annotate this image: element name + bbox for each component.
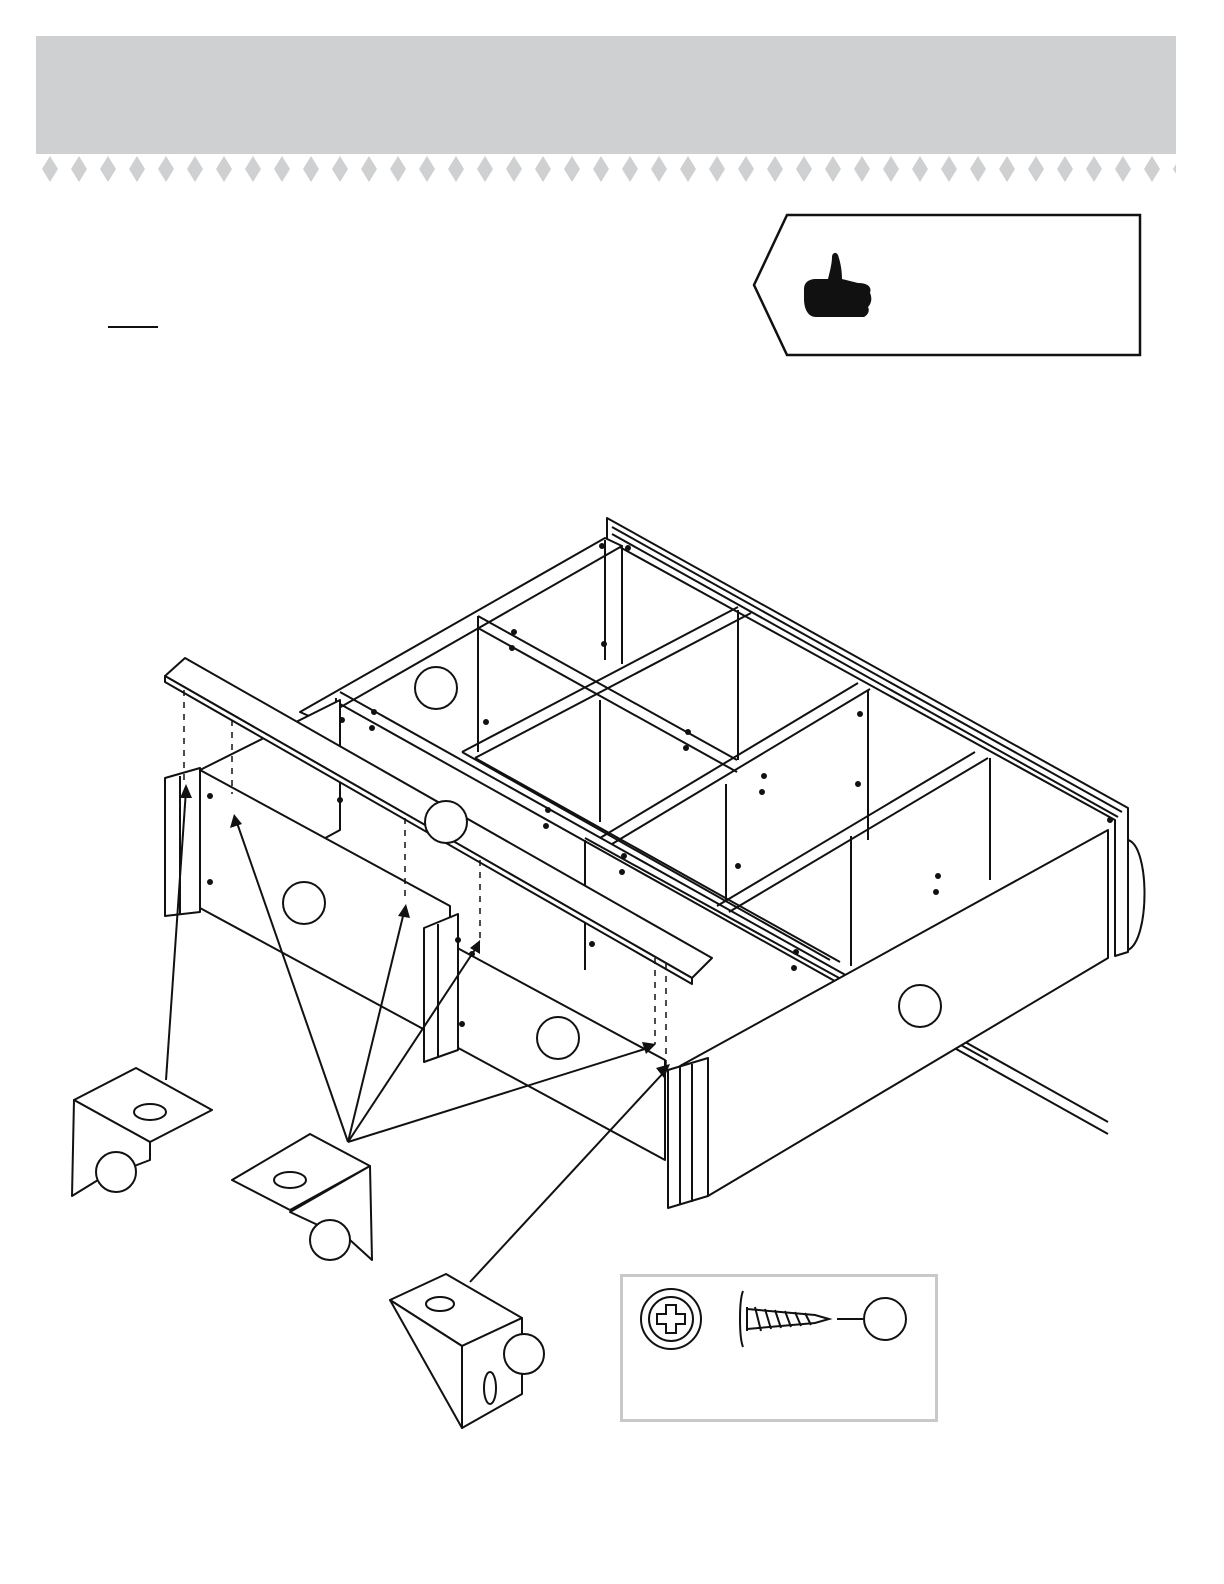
cubby-frame — [165, 538, 1108, 1208]
hardware-drawing — [623, 1277, 935, 1419]
corner-bracket-left — [72, 1068, 212, 1196]
screw-icon — [740, 1291, 906, 1347]
corner-bracket-middle — [232, 1134, 372, 1260]
corner-bracket-front — [390, 1274, 544, 1428]
screw-head-icon — [641, 1289, 701, 1349]
hardware-inset — [620, 1274, 938, 1422]
